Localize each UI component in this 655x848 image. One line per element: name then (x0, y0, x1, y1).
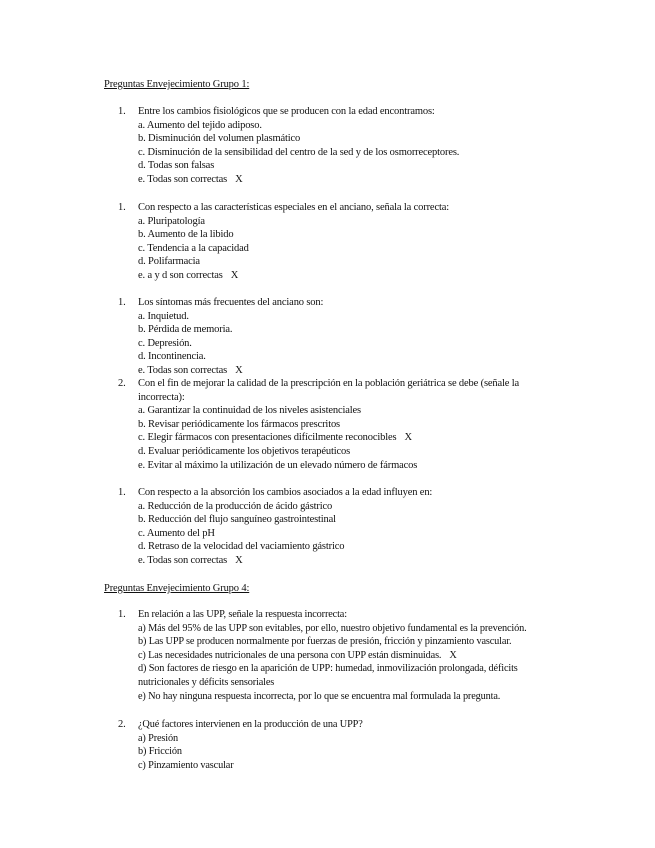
answer-option (138, 146, 558, 160)
answer-option (138, 445, 558, 459)
option-text: e. Evitar al máximo la utilización de un elevado número de fármacos (138, 459, 418, 471)
option-text: d. Polifarmacia (138, 256, 200, 268)
answer-option (138, 513, 558, 527)
answer-option (138, 540, 558, 554)
answer-option (138, 269, 558, 283)
option-text: a. Reducción de la producción de ácido gástrico (138, 500, 333, 512)
group-4-heading: Preguntas Envejecimiento Grupo 4: (104, 583, 250, 594)
question-block (118, 377, 558, 472)
option-text: b. Revisar periódicamente los fármacos prescritos (138, 418, 340, 430)
question-block (118, 201, 558, 283)
option-text: c. Depresión. (138, 337, 192, 349)
option-text: d. Todas son falsas (138, 160, 215, 172)
answer-option (138, 459, 558, 473)
option-text: a. Aumento del tejido adiposo. (138, 119, 262, 131)
option-text: a. Inquietud. (138, 310, 189, 322)
answer-option (138, 554, 558, 568)
answer-option (138, 323, 558, 337)
answer-mark: X (235, 173, 243, 185)
option-text: b. Aumento de la libido (138, 229, 234, 241)
option-text: c. Disminución de la sensibilidad del centro de la sed y de los osmorreceptores. (138, 146, 460, 158)
option-text: a. Garantizar la continuidad de los niveles asistenciales (138, 405, 361, 417)
answer-option (138, 662, 563, 689)
answer-option (138, 404, 558, 418)
answer-option (138, 337, 558, 351)
answer-mark: X (449, 649, 457, 661)
option-text: d. Incontinencia. (138, 351, 206, 363)
question-number: 1. (118, 609, 126, 620)
option-text: d. Retraso de la velocidad del vaciamiento gástrico (138, 541, 345, 553)
question-text: Los síntomas más frecuentes del anciano son: (138, 297, 324, 308)
answer-option (138, 690, 563, 704)
option-text: e. Todas son correctas (138, 173, 228, 185)
question-block (118, 486, 558, 568)
answer-option (138, 228, 558, 242)
answer-option (138, 215, 558, 229)
option-text: b. Pérdida de memoria. (138, 324, 233, 336)
question-block (118, 105, 558, 187)
group-1-heading: Preguntas Envejecimiento Grupo 1: (104, 79, 250, 90)
answer-mark: X (235, 364, 243, 376)
option-text: e. a y d son correctas (138, 269, 223, 281)
question-text: En relación a las UPP, señale la respuesta incorrecta: (138, 609, 347, 620)
option-text: d. Evaluar periódicamente los objetivos terapéuticos (138, 445, 351, 457)
option-text: c) Pinzamiento vascular (138, 759, 234, 771)
answer-option (138, 418, 558, 432)
question-number: 1. (118, 487, 126, 498)
option-text: c. Elegir fármacos con presentaciones difícilmente reconocibles (138, 432, 397, 444)
option-text: b) Fricción (138, 746, 182, 758)
option-text: a. Pluripatología (138, 215, 205, 227)
answer-option (138, 119, 558, 133)
question-number: 2. (118, 378, 126, 389)
question-block (118, 296, 558, 378)
option-text: b) Las UPP se producen normalmente por fuerzas de presión, fricción y pinzamiento vascular. (138, 636, 512, 648)
option-text: e) No hay ninguna respuesta incorrecta, por lo que se encuentra mal formulada la pregunta. (138, 690, 501, 702)
answer-option (138, 500, 558, 514)
answer-option (138, 622, 563, 636)
option-text: b. Reducción del flujo sanguíneo gastrointestinal (138, 514, 336, 526)
question-number: 2. (118, 719, 126, 730)
question-block (118, 608, 563, 703)
answer-option (138, 350, 558, 364)
option-text: c. Aumento del pH (138, 527, 215, 539)
answer-option (138, 173, 558, 187)
answer-option (138, 364, 558, 378)
question-block (118, 718, 558, 772)
option-text: b. Disminución del volumen plasmático (138, 133, 301, 145)
option-text: d) Son factores de riesgo en la aparición de UPP: humedad, inmovilización prolongada, déficits nutricionales y déficits sensoriales (138, 663, 518, 688)
answer-mark: X (235, 554, 243, 566)
option-text: e. Todas son correctas (138, 554, 228, 566)
question-text: Con respecto a las características especiales en el anciano, señala la correcta: (138, 202, 449, 213)
question-number: 1. (118, 106, 126, 117)
question-text: ¿Qué factores intervienen en la producción de una UPP? (138, 719, 363, 730)
answer-option (138, 431, 558, 445)
option-text: a) Más del 95% de las UPP son evitables, por ello, nuestro objetivo fundamental es la prevención. (138, 622, 527, 634)
answer-option (138, 745, 558, 759)
answer-mark: X (230, 269, 239, 281)
answer-option (138, 649, 563, 663)
question-number: 1. (118, 297, 126, 308)
answer-option (138, 527, 558, 541)
option-text: c. Tendencia a la capacidad (138, 242, 249, 254)
question-text: Entre los cambios fisiológicos que se producen con la edad encontramos: (138, 106, 435, 117)
option-text: e. Todas son correctas (138, 364, 228, 376)
option-text: c) Las necesidades nutricionales de una persona con UPP están disminuidas. (138, 649, 442, 661)
answer-option (138, 242, 558, 256)
answer-option (138, 759, 558, 773)
answer-option (138, 159, 558, 173)
question-text: Con el fin de mejorar la calidad de la prescripción en la población geriátrica se debe (señale la incorrecta): (138, 378, 520, 403)
answer-option (138, 635, 563, 649)
answer-option (138, 132, 558, 146)
answer-option (138, 255, 558, 269)
option-text: a) Presión (138, 732, 178, 744)
answer-option (138, 310, 558, 324)
question-text: Con respecto a la absorción los cambios asociados a la edad influyen en: (138, 487, 433, 498)
question-number: 1. (118, 202, 126, 213)
answer-mark: X (404, 432, 412, 444)
answer-option (138, 732, 558, 746)
